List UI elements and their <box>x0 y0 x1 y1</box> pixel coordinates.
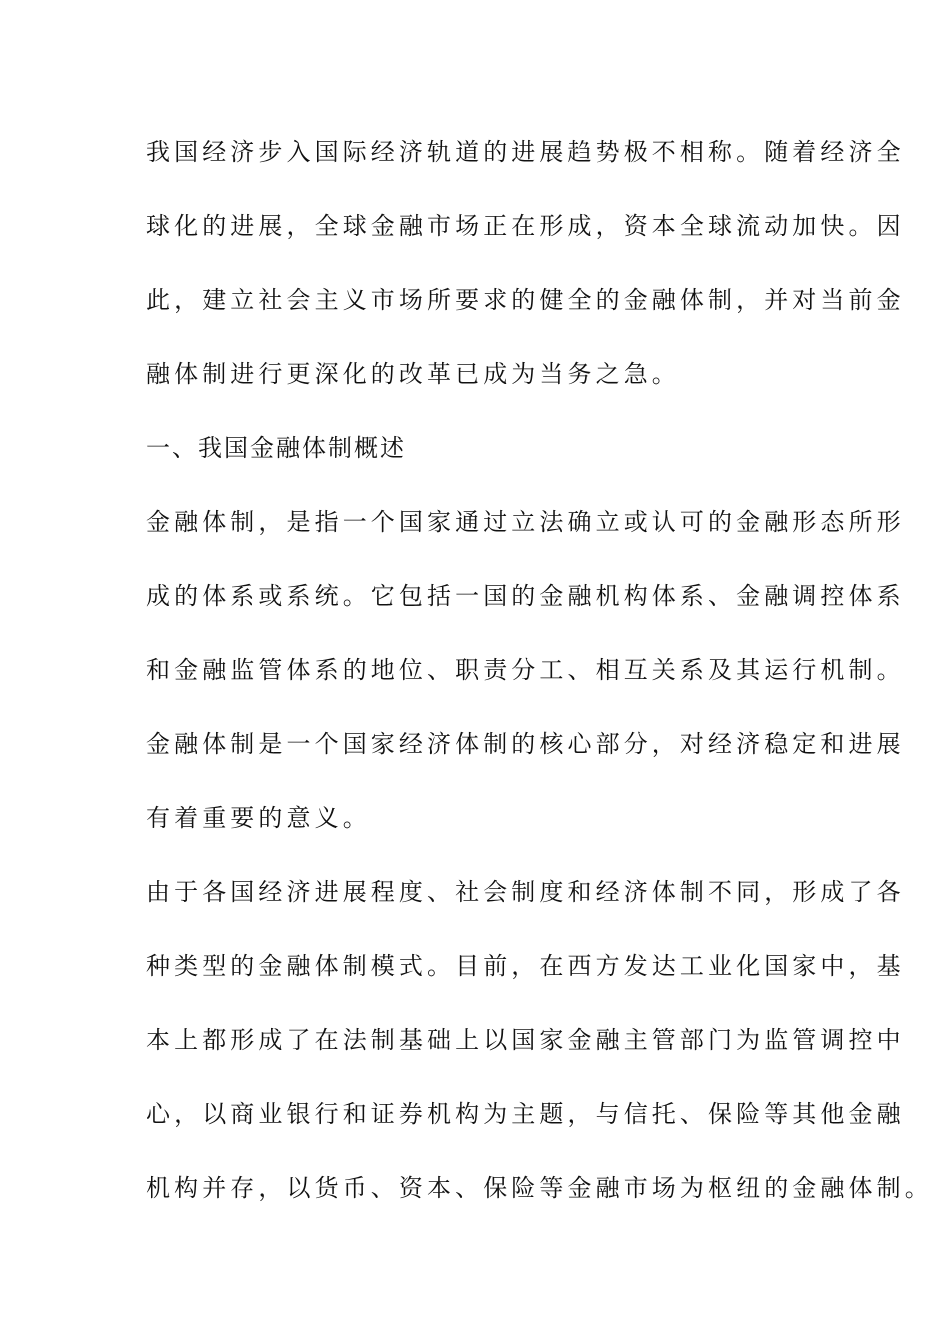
text-line: 机构并存，以货币、资本、保险等金融市场为枢纽的金融体制。 <box>146 1174 933 1202</box>
text-line: 有着重要的意义。 <box>146 804 371 832</box>
text-line: 由于各国经济进展程度、社会制度和经济体制不同，形成了各 <box>146 878 905 906</box>
text-line: 融体制进行更深化的改革已成为当务之急。 <box>146 360 680 388</box>
text-line: 金融体制，是指一个国家通过立法确立或认可的金融形态所形 <box>146 508 905 536</box>
text-line: 和金融监管体系的地位、职责分工、相互关系及其运行机制。 <box>146 656 905 684</box>
text-line: 成的体系或系统。它包括一国的金融机构体系、金融调控体系 <box>146 582 905 610</box>
text-line: 球化的进展，全球金融市场正在形成，资本全球流动加快。因 <box>146 212 905 240</box>
text-line: 心，以商业银行和证券机构为主题，与信托、保险等其他金融 <box>146 1100 905 1128</box>
text-line: 此，建立社会主义市场所要求的健全的金融体制，并对当前金 <box>146 286 905 314</box>
text-line: 我国经济步入国际经济轨道的进展趋势极不相称。随着经济全 <box>146 138 905 166</box>
text-line: 种类型的金融体制模式。目前，在西方发达工业化国家中，基 <box>146 952 905 980</box>
section-heading: 一、我国金融体制概述 <box>146 434 406 462</box>
paragraph-importance <box>146 719 905 867</box>
paragraph-models <box>146 867 933 1237</box>
paragraph-intro <box>146 127 905 423</box>
paragraph-definition <box>146 497 905 719</box>
document-body <box>146 127 933 1237</box>
text-line: 本上都形成了在法制基础上以国家金融主管部门为监管调控中 <box>146 1026 905 1054</box>
text-line: 金融体制是一个国家经济体制的核心部分，对经济稳定和进展 <box>146 730 905 758</box>
